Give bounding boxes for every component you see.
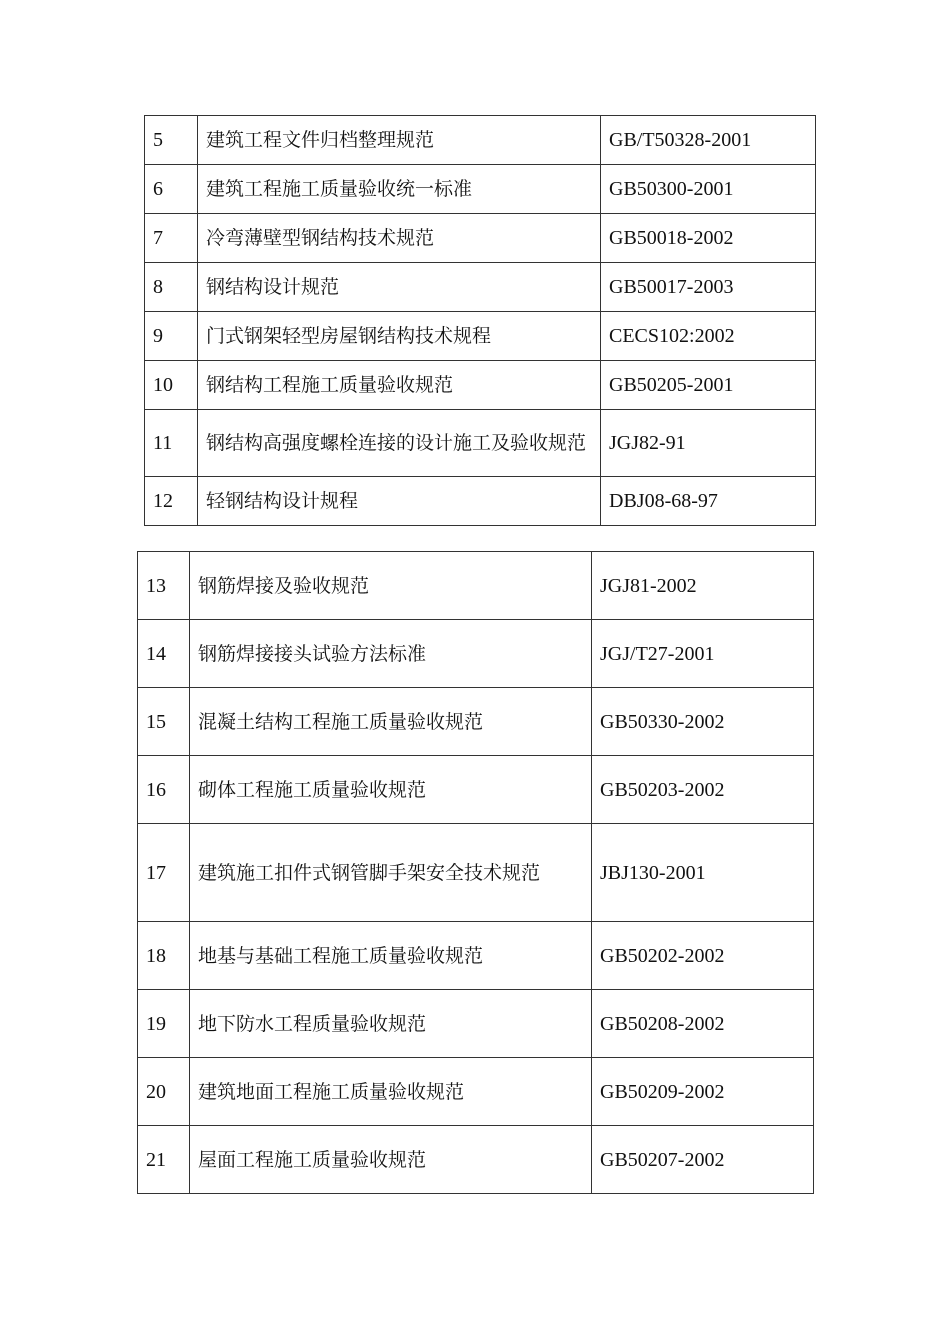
table-row [138, 922, 814, 990]
standard-code: GB50018-2002 [601, 214, 816, 263]
standard-name: 建筑工程文件归档整理规范 [198, 116, 601, 165]
standard-code: CECS102:2002 [601, 312, 816, 361]
row-number: 5 [145, 116, 198, 165]
row-number: 11 [145, 410, 198, 477]
standard-name: 屋面工程施工质量验收规范 [190, 1126, 592, 1194]
standard-name: 钢结构工程施工质量验收规范 [198, 361, 601, 410]
table-row [145, 361, 816, 410]
table-row [138, 688, 814, 756]
standard-code: JGJ/T27-2001 [592, 620, 814, 688]
table-row [138, 620, 814, 688]
table-row [138, 990, 814, 1058]
row-number: 10 [145, 361, 198, 410]
standards-table-1 [144, 115, 816, 526]
table-row [145, 263, 816, 312]
table-row [138, 552, 814, 620]
standard-name: 砌体工程施工质量验收规范 [190, 756, 592, 824]
table-row [138, 1126, 814, 1194]
standard-code: GB50202-2002 [592, 922, 814, 990]
row-number: 7 [145, 214, 198, 263]
standard-code: GB50209-2002 [592, 1058, 814, 1126]
standard-code: GB50300-2001 [601, 165, 816, 214]
standard-name: 地基与基础工程施工质量验收规范 [190, 922, 592, 990]
standard-code: GB50203-2002 [592, 756, 814, 824]
standard-name: 建筑施工扣件式钢管脚手架安全技术规范 [190, 824, 592, 922]
table-row [145, 312, 816, 361]
table-row [145, 477, 816, 526]
row-number: 16 [138, 756, 190, 824]
standard-name: 门式钢架轻型房屋钢结构技术规程 [198, 312, 601, 361]
standard-name: 冷弯薄壁型钢结构技术规范 [198, 214, 601, 263]
row-number: 18 [138, 922, 190, 990]
table-row [138, 756, 814, 824]
standard-code: JGJ81-2002 [592, 552, 814, 620]
standard-code: JBJ130-2001 [592, 824, 814, 922]
standard-code: GB50205-2001 [601, 361, 816, 410]
standard-code: GB50208-2002 [592, 990, 814, 1058]
table-row [138, 824, 814, 922]
standard-code: JGJ82-91 [601, 410, 816, 477]
row-number: 12 [145, 477, 198, 526]
standard-name: 钢结构高强度螺栓连接的设计施工及验收规范 [198, 410, 601, 477]
standard-name: 钢筋焊接及验收规范 [190, 552, 592, 620]
row-number: 13 [138, 552, 190, 620]
standard-code: GB/T50328-2001 [601, 116, 816, 165]
standard-name: 钢结构设计规范 [198, 263, 601, 312]
row-number: 21 [138, 1126, 190, 1194]
standard-code: GB50017-2003 [601, 263, 816, 312]
row-number: 14 [138, 620, 190, 688]
row-number: 20 [138, 1058, 190, 1126]
table-row [145, 410, 816, 477]
table-row [145, 116, 816, 165]
row-number: 8 [145, 263, 198, 312]
row-number: 15 [138, 688, 190, 756]
standard-name: 轻钢结构设计规程 [198, 477, 601, 526]
row-number: 19 [138, 990, 190, 1058]
standard-name: 钢筋焊接接头试验方法标准 [190, 620, 592, 688]
standard-code: GB50207-2002 [592, 1126, 814, 1194]
table-row [138, 1058, 814, 1126]
standard-name: 地下防水工程质量验收规范 [190, 990, 592, 1058]
standard-name: 建筑地面工程施工质量验收规范 [190, 1058, 592, 1126]
standard-name: 混凝土结构工程施工质量验收规范 [190, 688, 592, 756]
standard-code: GB50330-2002 [592, 688, 814, 756]
standards-table-2 [137, 551, 814, 1194]
row-number: 9 [145, 312, 198, 361]
row-number: 17 [138, 824, 190, 922]
standard-code: DBJ08-68-97 [601, 477, 816, 526]
table-row [145, 214, 816, 263]
row-number: 6 [145, 165, 198, 214]
table-row [145, 165, 816, 214]
standard-name: 建筑工程施工质量验收统一标准 [198, 165, 601, 214]
